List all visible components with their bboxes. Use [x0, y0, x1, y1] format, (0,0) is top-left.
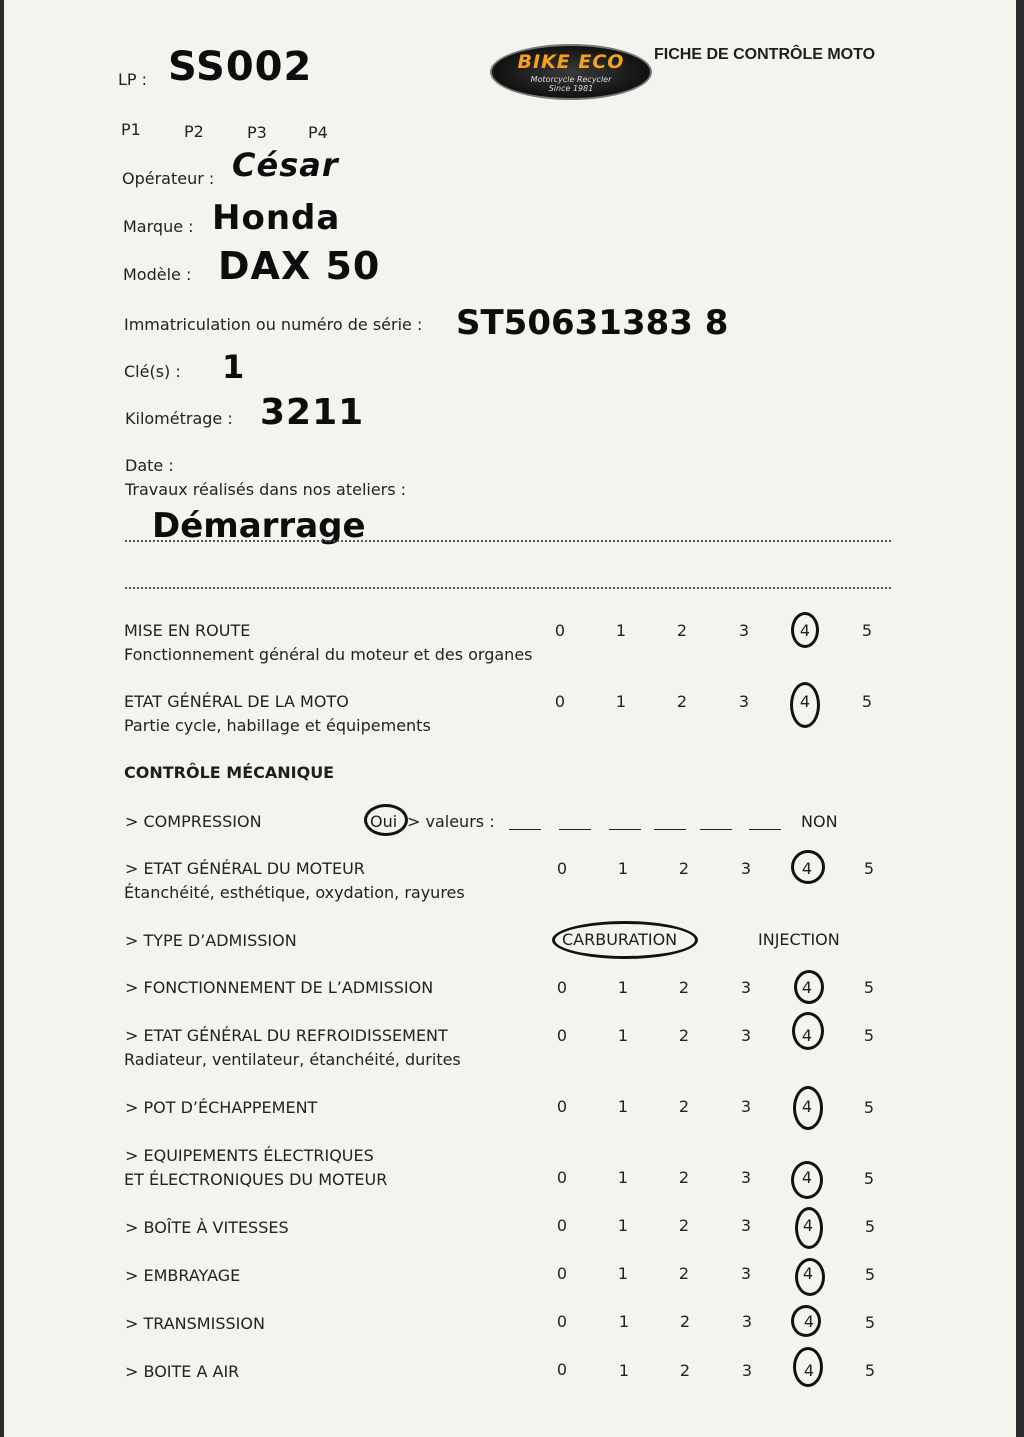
score-1[interactable]: 1: [617, 1168, 629, 1187]
score-1[interactable]: 1: [615, 692, 627, 711]
works-value[interactable]: Démarrage: [152, 506, 366, 546]
serial-label: Immatriculation ou numéro de série :: [124, 315, 423, 334]
compression-value-blank[interactable]: [700, 829, 732, 830]
score-2[interactable]: 2: [678, 1097, 690, 1116]
score-0[interactable]: 0: [554, 621, 566, 640]
score-1[interactable]: 1: [617, 859, 629, 878]
score-3[interactable]: 3: [740, 1097, 752, 1116]
selected-circle-mark: [795, 1207, 823, 1249]
score-0[interactable]: 0: [556, 1168, 568, 1187]
lp-value[interactable]: SS002: [168, 44, 313, 90]
mileage-value[interactable]: 3211: [260, 392, 365, 433]
score-3[interactable]: 3: [740, 1216, 752, 1235]
brand-value[interactable]: Honda: [212, 198, 341, 238]
score-5[interactable]: 5: [863, 859, 875, 878]
p4-option[interactable]: P4: [308, 123, 328, 142]
compression-label: > COMPRESSION: [125, 812, 262, 831]
score-4[interactable]: 4: [801, 978, 813, 997]
serial-value[interactable]: ST50631383 8: [456, 303, 729, 343]
etat-general-subtitle: Partie cycle, habillage et équipements: [124, 716, 431, 735]
score-0[interactable]: 0: [556, 1097, 568, 1116]
score-4[interactable]: 4: [801, 1097, 813, 1116]
elec-title: > EQUIPEMENTS ÉLECTRIQUES: [125, 1146, 374, 1165]
date-label: Date :: [125, 456, 174, 475]
score-3[interactable]: 3: [741, 1312, 753, 1331]
score-0[interactable]: 0: [556, 978, 568, 997]
score-1[interactable]: 1: [617, 1264, 629, 1283]
score-5[interactable]: 5: [864, 1313, 876, 1332]
compression-yes[interactable]: Oui: [370, 812, 398, 831]
boite-title: > BOÎTE À VITESSES: [125, 1218, 289, 1237]
selected-circle-mark: [791, 1305, 821, 1337]
score-5[interactable]: 5: [861, 621, 873, 640]
score-2[interactable]: 2: [679, 1361, 691, 1380]
compression-value-blank[interactable]: [559, 829, 591, 830]
control-sheet: [4, 0, 1016, 1437]
operator-value[interactable]: César: [232, 146, 339, 184]
score-3[interactable]: 3: [740, 1026, 752, 1045]
moteur-subtitle: Étanchéité, esthétique, oxydation, rayures: [124, 883, 465, 902]
moteur-title: > ETAT GÉNÉRAL DU MOTEUR: [125, 859, 365, 878]
selected-circle-mark: [793, 1086, 823, 1130]
score-0[interactable]: 0: [556, 1264, 568, 1283]
p2-option[interactable]: P2: [184, 122, 204, 141]
compression-no[interactable]: NON: [801, 812, 838, 831]
score-5[interactable]: 5: [863, 1098, 875, 1117]
score-4[interactable]: 4: [801, 859, 813, 878]
score-3[interactable]: 3: [738, 621, 750, 640]
logo-brand: BIKE ECO: [517, 51, 625, 73]
score-0[interactable]: 0: [554, 692, 566, 711]
score-0[interactable]: 0: [556, 1360, 568, 1379]
lp-label: LP :: [118, 70, 148, 89]
score-1[interactable]: 1: [617, 1026, 629, 1045]
score-2[interactable]: 2: [678, 1264, 690, 1283]
compression-value-blank[interactable]: [509, 829, 541, 830]
admission-carburation[interactable]: CARBURATION: [562, 930, 678, 949]
mise-en-route-title: MISE EN ROUTE: [124, 621, 251, 640]
mileage-label: Kilométrage :: [125, 409, 233, 428]
fonct-admission-title: > FONCTIONNEMENT DE L’ADMISSION: [125, 978, 434, 997]
compression-value-blank[interactable]: [749, 829, 781, 830]
score-2[interactable]: 2: [678, 1168, 690, 1187]
score-2[interactable]: 2: [678, 859, 690, 878]
score-3[interactable]: 3: [740, 1168, 752, 1187]
score-4[interactable]: 4: [803, 1361, 815, 1380]
works-line-1: [125, 540, 891, 542]
score-2[interactable]: 2: [678, 1026, 690, 1045]
score-3[interactable]: 3: [741, 1361, 753, 1380]
selected-circle-mark: [793, 1347, 823, 1387]
operator-label: Opérateur :: [122, 169, 215, 188]
score-5[interactable]: 5: [864, 1217, 876, 1236]
score-3[interactable]: 3: [740, 859, 752, 878]
selected-circle-mark: [795, 1258, 825, 1296]
selected-circle-mark: [792, 1012, 824, 1050]
score-3[interactable]: 3: [740, 1264, 752, 1283]
score-0[interactable]: 0: [556, 1312, 568, 1331]
logo-since: Since 1981: [548, 84, 594, 93]
refroid-subtitle: Radiateur, ventilateur, étanchéité, durites: [124, 1050, 461, 1069]
etat-general-title: ETAT GÉNÉRAL DE LA MOTO: [124, 692, 349, 711]
score-1[interactable]: 1: [615, 621, 627, 640]
pot-title: > POT D’ÉCHAPPEMENT: [125, 1098, 318, 1117]
score-1[interactable]: 1: [617, 1216, 629, 1235]
score-0[interactable]: 0: [556, 1216, 568, 1235]
compression-yes-circle-mark: [364, 804, 408, 836]
selected-circle-mark: [791, 850, 825, 884]
score-5[interactable]: 5: [863, 978, 875, 997]
refroid-title: > ETAT GÉNÉRAL DU REFROIDISSEMENT: [125, 1026, 448, 1045]
compression-value-blank[interactable]: [609, 829, 641, 830]
admission-type-label: > TYPE D’ADMISSION: [125, 931, 297, 950]
score-1[interactable]: 1: [617, 978, 629, 997]
score-2[interactable]: 2: [678, 978, 690, 997]
score-5[interactable]: 5: [861, 692, 873, 711]
score-3[interactable]: 3: [738, 692, 750, 711]
score-1[interactable]: 1: [618, 1361, 630, 1380]
score-3[interactable]: 3: [740, 978, 752, 997]
mise-en-route-subtitle: Fonctionnement général du moteur et des organes: [124, 645, 533, 664]
logo-tagline: Motorcycle Recycler: [530, 75, 612, 84]
score-4[interactable]: 4: [802, 1216, 814, 1235]
transmission-title: > TRANSMISSION: [125, 1314, 265, 1333]
selected-circle-mark: [794, 970, 824, 1004]
score-0[interactable]: 0: [556, 1026, 568, 1045]
admission-injection[interactable]: INJECTION: [758, 930, 840, 949]
score-5[interactable]: 5: [864, 1361, 876, 1380]
score-4[interactable]: 4: [803, 1312, 815, 1331]
score-2[interactable]: 2: [679, 1312, 691, 1331]
p3-option[interactable]: P3: [247, 123, 267, 142]
elec-subtitle: ET ÉLECTRONIQUES DU MOTEUR: [124, 1170, 388, 1189]
score-2[interactable]: 2: [678, 1216, 690, 1235]
score-4[interactable]: 4: [802, 1264, 814, 1283]
sheet-title: FICHE DE CONTRÔLE MOTO: [654, 46, 876, 63]
score-0[interactable]: 0: [556, 859, 568, 878]
selected-circle-mark: [790, 682, 820, 728]
model-label: Modèle :: [123, 265, 192, 284]
keys-label: Clé(s) :: [124, 362, 181, 381]
model-value[interactable]: DAX 50: [218, 244, 381, 288]
score-2[interactable]: 2: [676, 621, 688, 640]
score-5[interactable]: 5: [864, 1265, 876, 1284]
p1-option[interactable]: P1: [121, 120, 141, 139]
air-title: > BOITE A AIR: [125, 1362, 240, 1381]
score-5[interactable]: 5: [863, 1169, 875, 1188]
selected-circle-mark: [791, 612, 819, 648]
embrayage-title: > EMBRAYAGE: [125, 1266, 241, 1285]
controle-mecanique-heading: CONTRÔLE MÉCANIQUE: [124, 763, 335, 782]
score-4[interactable]: 4: [801, 1168, 813, 1187]
compression-values-label: > valeurs :: [407, 812, 495, 831]
bike-eco-logo: [490, 44, 652, 100]
works-line-2: [125, 587, 891, 589]
brand-label: Marque :: [123, 217, 194, 236]
selected-circle-mark: [791, 1161, 823, 1199]
keys-value[interactable]: 1: [222, 348, 246, 386]
works-label: Travaux réalisés dans nos ateliers :: [125, 480, 407, 499]
score-1[interactable]: 1: [618, 1312, 630, 1331]
compression-value-blank[interactable]: [654, 829, 686, 830]
score-2[interactable]: 2: [676, 692, 688, 711]
score-4[interactable]: 4: [799, 692, 811, 711]
score-5[interactable]: 5: [863, 1026, 875, 1045]
score-4[interactable]: 4: [801, 1026, 813, 1045]
score-4[interactable]: 4: [799, 621, 811, 640]
carburation-circle-mark: [552, 921, 698, 959]
score-1[interactable]: 1: [617, 1097, 629, 1116]
